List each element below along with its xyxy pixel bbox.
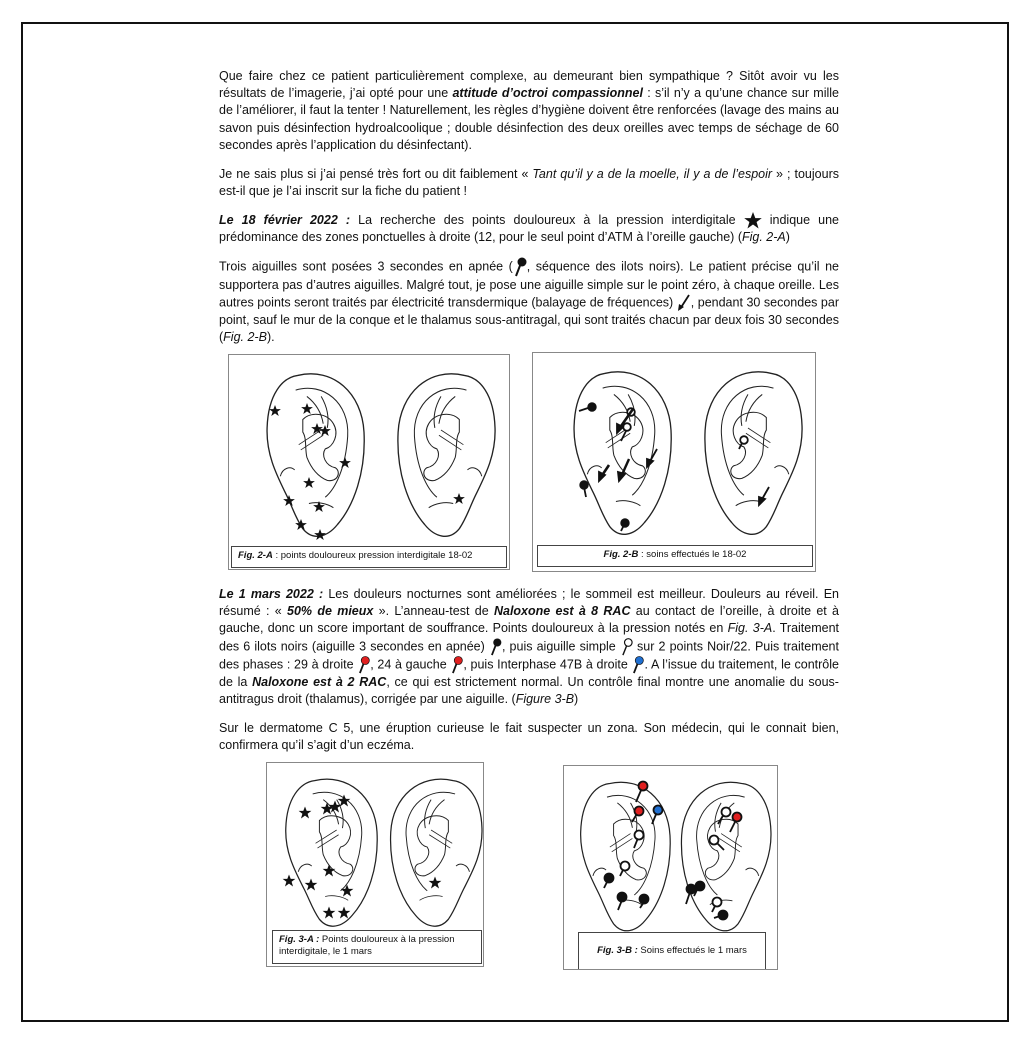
- figure-3b: [563, 765, 778, 970]
- figure-3a: [266, 762, 484, 967]
- treatment-needles: [604, 782, 742, 920]
- caption-text: : points douloureux pression interdigitale 18-02: [272, 550, 473, 561]
- figure-ref: Fig. 2-A: [741, 230, 786, 245]
- text: ): [574, 691, 579, 706]
- text: ).: [266, 330, 275, 345]
- text: . Traitement des 6 ilots noirs (aiguille 3 secondes en apnée): [219, 621, 840, 653]
- emphasis-text: Naloxone est à 8 RAC: [493, 604, 631, 619]
- caption-text: : soins effectués le 18-02: [638, 549, 747, 560]
- text: . A l’issue du traitement, le contrôle de la: [219, 656, 839, 689]
- text: La recherche des points douloureux à la pression interdigitale: [350, 213, 744, 227]
- text: : s’il n’y a qu’une chance sur mille de l’améliorer, il faut la tenter ! Naturellement, les règles d’hygiène doivent être renforcées (lavage des mains au savon puis désinfection hydroalcoolique ; double désinfection des deux oreilles avec temps de séchage de 60 secondes après l’application du désinfectant).: [219, 86, 839, 152]
- figure-3a-caption: [272, 930, 482, 964]
- caption-num: Fig. 3-B :: [597, 945, 638, 956]
- figure-2b: [532, 352, 816, 572]
- caption-num: Fig. 2-A: [238, 550, 273, 561]
- caption-num: Fig. 3-A :: [279, 934, 320, 945]
- emphasis-text: Naloxone est à 2 RAC: [252, 674, 387, 689]
- caption-text: Soins effectués le 1 mars: [637, 945, 747, 956]
- caption-text: Points douloureux à la pression interdigitale, le 1 mars: [279, 934, 455, 957]
- pain-point-stars: [283, 795, 442, 919]
- caption-num: Fig. 2-B: [603, 549, 639, 560]
- figure-ref: Figure 3-B: [515, 691, 575, 706]
- white-needle-icon: [620, 638, 633, 656]
- text: au contact de l’oreille, à droite et à gauche, donc un score important de souffrance. Points douloureux à la pression notés en: [219, 604, 839, 636]
- pain-point-stars: [269, 403, 465, 540]
- treatment-marks: [579, 403, 769, 531]
- text: , puis aiguille simple: [501, 638, 620, 653]
- text: Les douleurs nocturnes sont améliorées ; le sommeil est meilleur. Douleurs au réveil. En résumé : «: [219, 587, 839, 619]
- black-needle-icon: [489, 638, 502, 656]
- ear-diagram-2a: [229, 355, 510, 570]
- text: ». L’anneau-test de: [373, 604, 494, 619]
- red-needle-icon: [450, 656, 463, 674]
- date-label: Le 1 mars 2022 :: [219, 587, 324, 601]
- paragraph-feb18: [219, 212, 839, 246]
- paragraph-eczema: Sur le dermatome C 5, une éruption curieuse le fait suspecter un zona. Son médecin, qui le connait bien, confirmera qu’il s’agit d’un eczéma.: [219, 721, 839, 753]
- figure-ref: Fig. 2-B: [223, 330, 267, 345]
- emphasis-text: attitude d’octroi compassionnel: [452, 86, 643, 101]
- paragraph-needles: [219, 257, 839, 347]
- figure-2a-caption: [231, 546, 507, 568]
- text: , ce qui est strictement normal. Un contrôle final montre une anomalie du sous-antitragus droit (thalamus), corrigée par une aiguille. (: [219, 674, 839, 706]
- figure-3b-caption: [578, 932, 766, 970]
- ear-diagram-2b: [533, 353, 816, 572]
- text: indique une prédominance des zones ponctuelles à droite (12, pour le seul point d’ATM à l’oreille gauche) (: [219, 213, 840, 245]
- red-needle-icon: [357, 656, 370, 674]
- text: sur 2 points Noir/22. Puis traitement des phases : 29 à droite: [219, 638, 839, 671]
- text: , puis Interphase 47B à droite: [463, 656, 632, 671]
- arrow-icon: [677, 294, 691, 312]
- text: » ; toujours est-il que je l’ai inscrit sur la fiche du patient !: [219, 167, 839, 199]
- star-icon: [744, 212, 762, 229]
- figure-2a: [228, 354, 510, 570]
- quote-text: Tant qu’il y a de la moelle, il y a de l’espoir: [532, 167, 773, 181]
- paragraph-quote: [219, 166, 839, 200]
- text: ): [785, 230, 790, 245]
- date-label: Le 18 février 2022 :: [219, 213, 351, 227]
- blue-needle-icon: [631, 656, 644, 674]
- figure-2b-caption: [537, 545, 813, 567]
- text: , pendant 30 secondes par point, sauf le mur de la conque et le thalamus sous-antitragal, qui sont traités chacun par deux fois 30 secondes (: [219, 295, 840, 345]
- paragraph-intro: [219, 68, 839, 154]
- emphasis-text: 50% de mieux: [287, 604, 374, 619]
- text: Je ne sais plus si j’ai pensé très fort ou dit faiblement «: [219, 167, 533, 181]
- black-needle-icon: [513, 257, 527, 277]
- text: , 24 à gauche: [370, 656, 451, 671]
- text: Que faire chez ce patient particulièrement complexe, au demeurant bien sympathique ? Sitôt avoir vu les résultats de l’imagerie, j’ai opté pour une: [219, 69, 839, 101]
- figure-ref: Fig. 3-A: [727, 621, 773, 636]
- paragraph-mar1: [219, 586, 839, 708]
- text: , séquence des ilots noirs). Le patient précise qu’il ne supportera pas d’autres aiguilles. Malgré tout, je pose une aiguille simple sur le point zéro, à chaque oreille. Les autres points seront traités par électricité transdermique (balayage de fréquences): [219, 259, 840, 310]
- text: Trois aiguilles sont posées 3 secondes en apnée (: [219, 259, 513, 274]
